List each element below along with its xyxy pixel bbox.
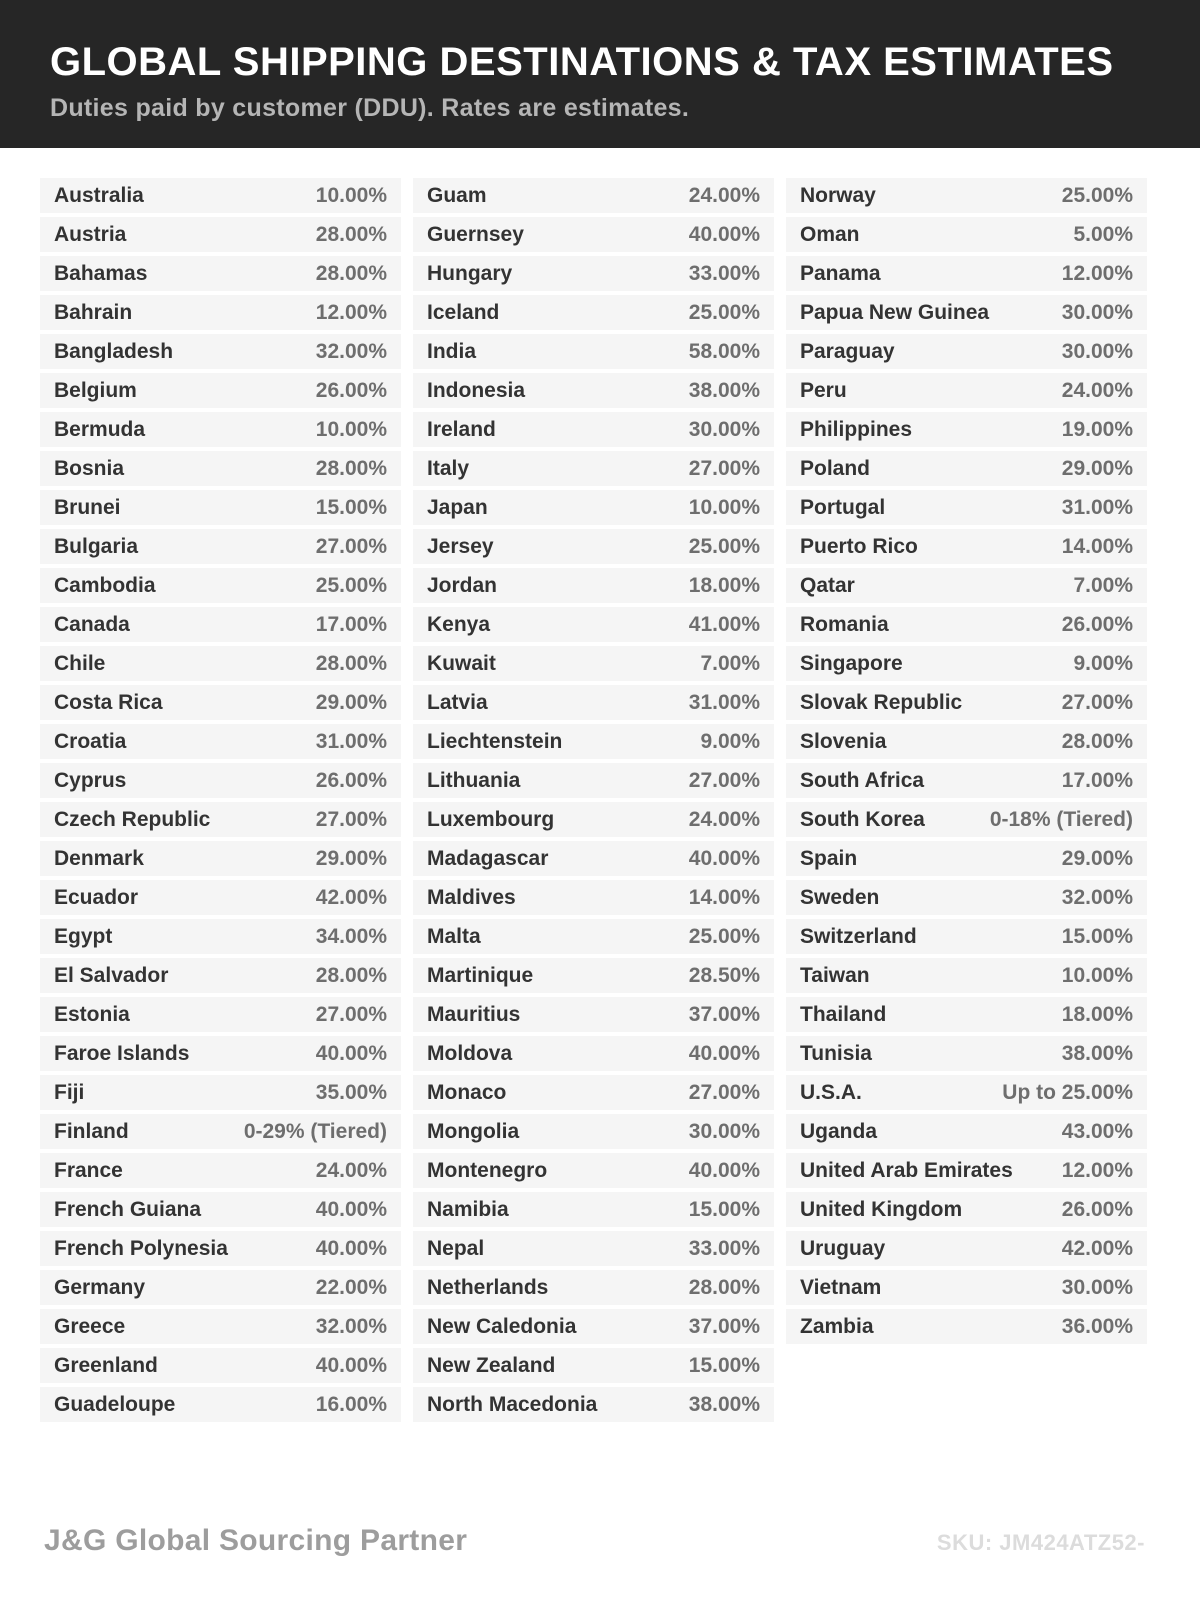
country-name: Maldives: [427, 885, 516, 909]
table-row: [40, 685, 401, 720]
country-name: Fiji: [54, 1080, 85, 1104]
tax-rate: 12.00%: [1061, 1158, 1133, 1182]
country-name: Romania: [800, 612, 889, 636]
table-row: [40, 529, 401, 564]
country-name: India: [427, 339, 477, 363]
country-name: Bahamas: [54, 261, 148, 285]
tax-rate: 31.00%: [688, 690, 760, 714]
table-row: [413, 958, 774, 993]
table-row: [413, 646, 774, 681]
table-row: [40, 607, 401, 642]
tax-rate: 35.00%: [315, 1080, 387, 1104]
country-name: Costa Rica: [54, 690, 163, 714]
table-row: [40, 1348, 401, 1383]
table-row: [40, 217, 401, 252]
tax-rate: 33.00%: [688, 261, 760, 285]
country-name: Liechtenstein: [427, 729, 563, 753]
tax-rate: 32.00%: [1061, 885, 1133, 909]
tax-rate: 27.00%: [315, 1002, 387, 1026]
tax-rate: 37.00%: [688, 1002, 760, 1026]
table-row: [786, 217, 1147, 252]
country-name: Mongolia: [427, 1119, 520, 1143]
table-row: [786, 607, 1147, 642]
tax-rate: 25.00%: [688, 534, 760, 558]
country-name: Hungary: [427, 261, 513, 285]
tax-rate: 15.00%: [315, 495, 387, 519]
country-name: Tunisia: [800, 1041, 872, 1065]
country-name: French Polynesia: [54, 1236, 228, 1260]
tax-rate: 34.00%: [315, 924, 387, 948]
footer: [44, 1524, 1145, 1558]
country-name: Martinique: [427, 963, 534, 987]
country-name: Jordan: [427, 573, 498, 597]
table-row: [413, 1231, 774, 1266]
tax-rate: 25.00%: [688, 300, 760, 324]
tax-rate: 40.00%: [688, 1158, 760, 1182]
tax-rate: 31.00%: [315, 729, 387, 753]
country-name: Ecuador: [54, 885, 139, 909]
tax-rate: 25.00%: [315, 573, 387, 597]
country-name: North Macedonia: [427, 1392, 598, 1416]
table-row: [40, 958, 401, 993]
tax-rate: 15.00%: [688, 1197, 760, 1221]
tax-rate: 7.00%: [1073, 573, 1133, 597]
country-name: Cambodia: [54, 573, 156, 597]
country-name: Peru: [800, 378, 847, 402]
tax-rate: 28.00%: [315, 261, 387, 285]
table-row: [40, 1114, 401, 1149]
country-name: New Caledonia: [427, 1314, 577, 1338]
tax-rate: 28.00%: [1061, 729, 1133, 753]
country-name: Portugal: [800, 495, 886, 519]
country-name: Germany: [54, 1275, 146, 1299]
country-name: Croatia: [54, 729, 127, 753]
table-row: [413, 256, 774, 291]
tax-rate: 40.00%: [688, 846, 760, 870]
table-row: [786, 334, 1147, 369]
country-name: Iceland: [427, 300, 500, 324]
country-name: Qatar: [800, 573, 855, 597]
country-name: Bermuda: [54, 417, 146, 441]
tax-rate: 29.00%: [315, 690, 387, 714]
table-row: [413, 724, 774, 759]
tax-rate: 27.00%: [688, 456, 760, 480]
country-name: France: [54, 1158, 123, 1182]
table-row: [786, 1114, 1147, 1149]
table-row: [413, 1309, 774, 1344]
country-name: New Zealand: [427, 1353, 556, 1377]
country-name: El Salvador: [54, 963, 169, 987]
tax-rate: 40.00%: [688, 222, 760, 246]
tax-rate: 17.00%: [1061, 768, 1133, 792]
country-name: Singapore: [800, 651, 903, 675]
table-row: [40, 1309, 401, 1344]
table-row: [786, 724, 1147, 759]
tax-rate: 40.00%: [315, 1197, 387, 1221]
table-row: [413, 1036, 774, 1071]
page-subtitle: Duties paid by customer (DDU). Rates are estimates.: [50, 94, 690, 122]
table-row: [413, 1153, 774, 1188]
tax-rate: 0-18% (Tiered): [989, 807, 1133, 831]
table-row: [40, 1270, 401, 1305]
header: [0, 0, 1200, 148]
country-name: Belgium: [54, 378, 137, 402]
country-name: Greece: [54, 1314, 126, 1338]
country-name: Philippines: [800, 417, 913, 441]
country-name: Oman: [800, 222, 860, 246]
tax-rate: 22.00%: [315, 1275, 387, 1299]
table-row: [40, 1231, 401, 1266]
table-row: [413, 997, 774, 1032]
table-row: [413, 880, 774, 915]
tax-rate: 33.00%: [688, 1236, 760, 1260]
country-name: Zambia: [800, 1314, 874, 1338]
tax-rate: 26.00%: [315, 768, 387, 792]
tax-rate: 28.00%: [315, 222, 387, 246]
table-row: [786, 451, 1147, 486]
table-row: [786, 997, 1147, 1032]
brand-name: J&G Global Sourcing Partner: [44, 1524, 468, 1557]
country-name: Bulgaria: [54, 534, 139, 558]
tax-rate: 10.00%: [1061, 963, 1133, 987]
country-name: Paraguay: [800, 339, 895, 363]
country-name: Papua New Guinea: [800, 300, 990, 324]
table-row: [413, 373, 774, 408]
tax-rate: 37.00%: [688, 1314, 760, 1338]
country-name: Italy: [427, 456, 470, 480]
table-row: [40, 646, 401, 681]
table-row: [413, 1270, 774, 1305]
country-name: Kenya: [427, 612, 491, 636]
table-row: [786, 1036, 1147, 1071]
country-name: Norway: [800, 183, 876, 207]
table-row: [786, 802, 1147, 837]
tax-rate: 31.00%: [1061, 495, 1133, 519]
tax-rate: 32.00%: [315, 1314, 387, 1338]
table-row: [786, 646, 1147, 681]
table-row: [40, 763, 401, 798]
table-row: [786, 763, 1147, 798]
country-name: Nepal: [427, 1236, 485, 1260]
tax-rate: 27.00%: [1061, 690, 1133, 714]
tax-rate: 36.00%: [1061, 1314, 1133, 1338]
table-row: [786, 880, 1147, 915]
tax-rate: 26.00%: [1061, 1197, 1133, 1221]
tax-rate: 30.00%: [1061, 300, 1133, 324]
table-row: [786, 373, 1147, 408]
table-row: [786, 529, 1147, 564]
table-row: [40, 178, 401, 213]
tax-rate: 29.00%: [315, 846, 387, 870]
table-row: [40, 412, 401, 447]
table-row: [40, 880, 401, 915]
tax-rate: 15.00%: [688, 1353, 760, 1377]
country-name: U.S.A.: [800, 1080, 862, 1104]
tax-rate: 24.00%: [688, 183, 760, 207]
table-row: [413, 1348, 774, 1383]
country-name: United Kingdom: [800, 1197, 963, 1221]
tax-rate: 29.00%: [1061, 846, 1133, 870]
tax-rate: 38.00%: [688, 378, 760, 402]
table-row: [413, 919, 774, 954]
country-name: Denmark: [54, 846, 144, 870]
country-name: Slovak Republic: [800, 690, 963, 714]
tax-rate: 43.00%: [1061, 1119, 1133, 1143]
country-name: Guernsey: [427, 222, 524, 246]
country-name: Bahrain: [54, 300, 133, 324]
country-name: Spain: [800, 846, 858, 870]
tax-rate: 30.00%: [688, 1119, 760, 1143]
tax-rate: 28.00%: [315, 963, 387, 987]
tax-rate: 28.00%: [315, 456, 387, 480]
tax-rate: 42.00%: [1061, 1236, 1133, 1260]
table-row: [40, 334, 401, 369]
table-row: [413, 841, 774, 876]
table-row: [413, 1192, 774, 1227]
tax-rate: 58.00%: [688, 339, 760, 363]
tax-rate: 18.00%: [1061, 1002, 1133, 1026]
country-name: Greenland: [54, 1353, 158, 1377]
country-name: Egypt: [54, 924, 113, 948]
tax-rate: 16.00%: [315, 1392, 387, 1416]
country-name: Uruguay: [800, 1236, 886, 1260]
table-row: [413, 607, 774, 642]
table-row: [413, 763, 774, 798]
table-row: [40, 919, 401, 954]
country-name: Moldova: [427, 1041, 513, 1065]
country-name: Estonia: [54, 1002, 130, 1026]
country-name: Austria: [54, 222, 127, 246]
table-row: [40, 997, 401, 1032]
country-name: Brunei: [54, 495, 121, 519]
tax-rate: 0-29% (Tiered): [243, 1119, 387, 1143]
tax-rate: 27.00%: [315, 807, 387, 831]
tax-rate: 38.00%: [688, 1392, 760, 1416]
country-name: Malta: [427, 924, 481, 948]
table-row: [40, 1075, 401, 1110]
country-name: Indonesia: [427, 378, 526, 402]
table-row: [786, 1270, 1147, 1305]
country-name: Japan: [427, 495, 488, 519]
tax-rate: 10.00%: [315, 417, 387, 441]
table-row: [413, 412, 774, 447]
tax-rate: 9.00%: [1073, 651, 1133, 675]
country-name: Guadeloupe: [54, 1392, 176, 1416]
table-row: [786, 1075, 1147, 1110]
table-row: [40, 1153, 401, 1188]
table-row: [786, 256, 1147, 291]
country-name: Australia: [54, 183, 144, 207]
country-name: Bangladesh: [54, 339, 174, 363]
tax-rate: 28.50%: [688, 963, 760, 987]
tax-rate: 24.00%: [688, 807, 760, 831]
country-name: Guam: [427, 183, 487, 207]
country-name: Canada: [54, 612, 130, 636]
tax-rate: 14.00%: [688, 885, 760, 909]
country-name: Faroe Islands: [54, 1041, 190, 1065]
country-name: Luxembourg: [427, 807, 555, 831]
table-row: [786, 919, 1147, 954]
rates-column-3: [786, 178, 1147, 1426]
rates-column-1: [40, 178, 401, 1426]
country-name: Switzerland: [800, 924, 917, 948]
tax-rate: 5.00%: [1073, 222, 1133, 246]
table-row: [413, 217, 774, 252]
tax-rate: 32.00%: [315, 339, 387, 363]
country-name: French Guiana: [54, 1197, 202, 1221]
tax-rate: 19.00%: [1061, 417, 1133, 441]
tax-rate: 42.00%: [315, 885, 387, 909]
table-row: [786, 1309, 1147, 1344]
country-name: Cyprus: [54, 768, 127, 792]
table-row: [413, 451, 774, 486]
table-row: [413, 1075, 774, 1110]
country-name: Uganda: [800, 1119, 878, 1143]
tax-rate: 15.00%: [1061, 924, 1133, 948]
tax-rate: 40.00%: [688, 1041, 760, 1065]
tax-rate: 26.00%: [315, 378, 387, 402]
sku-label: SKU: JM424ATZ52-: [936, 1530, 1145, 1555]
table-row: [40, 802, 401, 837]
table-row: [40, 724, 401, 759]
tax-rate: 40.00%: [315, 1353, 387, 1377]
table-row: [786, 958, 1147, 993]
country-name: Poland: [800, 456, 871, 480]
country-name: United Arab Emirates: [800, 1158, 1013, 1182]
tax-rate: 7.00%: [700, 651, 760, 675]
table-row: [413, 295, 774, 330]
country-name: Sweden: [800, 885, 880, 909]
country-name: Thailand: [800, 1002, 887, 1026]
table-row: [40, 1036, 401, 1071]
tax-rate: 12.00%: [315, 300, 387, 324]
country-name: Mauritius: [427, 1002, 521, 1026]
table-row: [413, 802, 774, 837]
country-name: Lithuania: [427, 768, 521, 792]
tax-rate: 28.00%: [315, 651, 387, 675]
tax-rate: 40.00%: [315, 1041, 387, 1065]
country-name: Latvia: [427, 690, 488, 714]
table-row: [40, 568, 401, 603]
tax-rate: 25.00%: [1061, 183, 1133, 207]
country-name: Monaco: [427, 1080, 507, 1104]
country-name: South Africa: [800, 768, 925, 792]
tax-rate: 30.00%: [1061, 339, 1133, 363]
country-name: Chile: [54, 651, 106, 675]
table-row: [40, 295, 401, 330]
country-name: Panama: [800, 261, 881, 285]
tax-rate: 17.00%: [315, 612, 387, 636]
page-title: GLOBAL SHIPPING DESTINATIONS & TAX ESTIMATES: [50, 40, 1114, 84]
country-name: South Korea: [800, 807, 925, 831]
table-row: [40, 1387, 401, 1422]
tax-rate: 9.00%: [700, 729, 760, 753]
table-row: [40, 373, 401, 408]
tax-rate: Up to 25.00%: [1002, 1080, 1133, 1104]
tax-rate: 14.00%: [1061, 534, 1133, 558]
table-row: [786, 568, 1147, 603]
table-row: [786, 1153, 1147, 1188]
tax-rate: 30.00%: [1061, 1275, 1133, 1299]
table-row: [40, 490, 401, 525]
table-row: [413, 685, 774, 720]
table-row: [786, 295, 1147, 330]
tax-rate: 30.00%: [688, 417, 760, 441]
tax-rate: 28.00%: [688, 1275, 760, 1299]
rates-table: [40, 178, 1160, 1426]
table-row: [413, 334, 774, 369]
country-name: Kuwait: [427, 651, 496, 675]
tax-rate: 10.00%: [315, 183, 387, 207]
tax-rate: 26.00%: [1061, 612, 1133, 636]
table-row: [786, 1231, 1147, 1266]
tax-rate: 24.00%: [1061, 378, 1133, 402]
table-row: [40, 841, 401, 876]
tax-rate: 10.00%: [688, 495, 760, 519]
country-name: Madagascar: [427, 846, 549, 870]
table-row: [786, 412, 1147, 447]
tax-rate: 27.00%: [688, 1080, 760, 1104]
table-row: [40, 1192, 401, 1227]
table-row: [413, 1387, 774, 1422]
country-name: Ireland: [427, 417, 496, 441]
table-row: [413, 1114, 774, 1149]
tax-rate: 27.00%: [688, 768, 760, 792]
table-row: [413, 490, 774, 525]
table-row: [413, 178, 774, 213]
tax-rate: 27.00%: [315, 534, 387, 558]
table-row: [786, 178, 1147, 213]
table-row: [40, 451, 401, 486]
table-row: [40, 256, 401, 291]
country-name: Montenegro: [427, 1158, 548, 1182]
table-row: [786, 490, 1147, 525]
country-name: Vietnam: [800, 1275, 882, 1299]
country-name: Jersey: [427, 534, 494, 558]
country-name: Namibia: [427, 1197, 509, 1221]
tax-rate: 24.00%: [315, 1158, 387, 1182]
tax-rate: 38.00%: [1061, 1041, 1133, 1065]
tax-rate: 25.00%: [688, 924, 760, 948]
country-name: Netherlands: [427, 1275, 549, 1299]
country-name: Slovenia: [800, 729, 887, 753]
rates-column-2: [413, 178, 774, 1426]
table-row: [786, 1192, 1147, 1227]
tax-rate: 12.00%: [1061, 261, 1133, 285]
country-name: Taiwan: [800, 963, 870, 987]
tax-rate: 29.00%: [1061, 456, 1133, 480]
country-name: Puerto Rico: [800, 534, 918, 558]
table-row: [413, 568, 774, 603]
tax-rate: 41.00%: [688, 612, 760, 636]
table-row: [786, 685, 1147, 720]
table-row: [786, 841, 1147, 876]
country-name: Bosnia: [54, 456, 125, 480]
tax-rate: 18.00%: [688, 573, 760, 597]
table-row: [413, 529, 774, 564]
tax-rate: 40.00%: [315, 1236, 387, 1260]
country-name: Finland: [54, 1119, 129, 1143]
country-name: Czech Republic: [54, 807, 211, 831]
